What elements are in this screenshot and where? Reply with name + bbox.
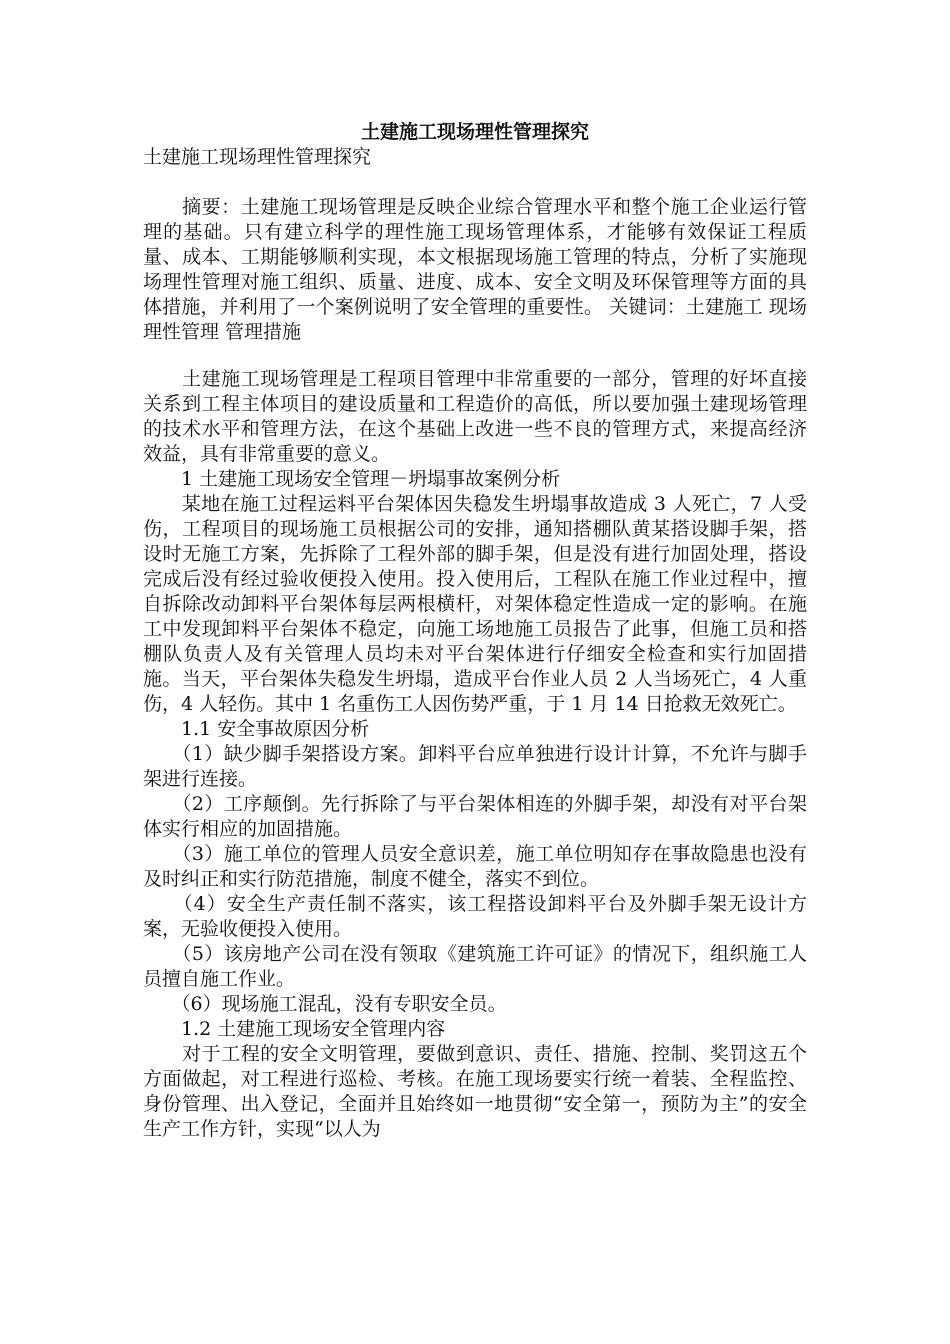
abstract-paragraph: 摘要：土建施工现场管理是反映企业综合管理水平和整个施工企业运行管理的基础。只有建立科学的理性施工现场管理体系，才能够有效保证工程质量、成本、工期能够顺利实现，本文根据现场施工管理的特点，分析了实施现场理性管理对施工组织、质量、进度、成本、安全文明及环保管理等方面的具体措施，并利用了一个案例说明了安全管理的重要性。 关键词：土建施工 现场 理性管理 管理措施 (143, 196, 814, 343)
document-title: 土建施工现场理性管理探究 (360, 121, 589, 143)
section-1-heading: 1 土建施工现场安全管理－坍塌事故案例分析 (143, 468, 561, 490)
cause-item-5: （5）该房地产公司在没有领取《建筑施工许可证》的情况下，组织施工人员擅自施工作业。 (143, 943, 807, 990)
section-1-2-heading: 1.2 土建施工现场安全管理内容 (143, 1018, 446, 1040)
cause-item-4: （4）安全生产责任制不落实，该工程搭设卸料平台及外脚手架无设计方案，无验收便投入使用。 (143, 893, 807, 940)
spacer (143, 345, 807, 367)
intro-paragraph: 土建施工现场管理是工程项目管理中非常重要的一部分，管理的好坏直接关系到工程主体项目的建设质量和工程造价的高低，所以要加强土建现场管理的技术水平和管理方法，在这个基础上改进一些不良的管理方式，来提高经济效益，具有非常重要的意义。 (143, 368, 807, 465)
section-1-1-heading: 1.1 安全事故原因分析 (143, 718, 370, 740)
cause-item-6: （6）现场施工混乱，没有专职安全员。 (143, 993, 507, 1015)
spacer (143, 170, 807, 195)
section-1-body: 某地在施工过程运料平台架体因失稳发生坍塌事故造成 3 人死亡，7 人受伤，工程项目的现场施工员根据公司的安排，通知搭棚队黄某搭设脚手架，搭设时无施工方案，先拆除了工程外部的脚手架，但是没有进行加固处理，搭设完成后没有经过验收便投入使用。投入使用后，工程队在施工作业过程中，擅自拆除改动卸料平台架体每层两根横杆，对架体稳定性造成一定的影响。在施工中发现卸料平台架体不稳定，向施工场地施工员报告了此事，但施工员和搭棚队负责人及有关管理人员均未对平台架体进行仔细安全检查和实行加固措施。当天，平台架体失稳发生坍塌，造成平台作业人员 2 人当场死亡，4 人重伤，4 人轻伤。其中 1 名重伤工人因伤势严重，于 1 月 14 日抢救无效死亡。 (143, 493, 807, 715)
cause-item-3: （3）施工单位的管理人员安全意识差，施工单位明知存在事故隐患也没有及时纠正和实行防范措施，制度不健全，落实不到位。 (143, 843, 807, 890)
document-page (143, 120, 814, 1142)
cause-item-1: （1）缺少脚手架搭设方案。卸料平台应单独进行设计计算，不允许与脚手架进行连接。 (143, 743, 807, 790)
cause-item-2: （2）工序颠倒。先行拆除了与平台架体相连的外脚手架，却没有对平台架体实行相应的加固措施。 (143, 793, 807, 840)
document-subtitle: 土建施工现场理性管理探究 (143, 146, 372, 168)
section-1-2-body: 对于工程的安全文明管理，要做到意识、责任、措施、控制、奖罚这五个方面做起，对工程进行巡检、考核。在施工现场要实行统一着装、全程监控、身份管理、出入登记，全面并且始终如一地贯彻“安全第一，预防为主”的安全生产工作方针，实现“以人为 (143, 1043, 807, 1140)
